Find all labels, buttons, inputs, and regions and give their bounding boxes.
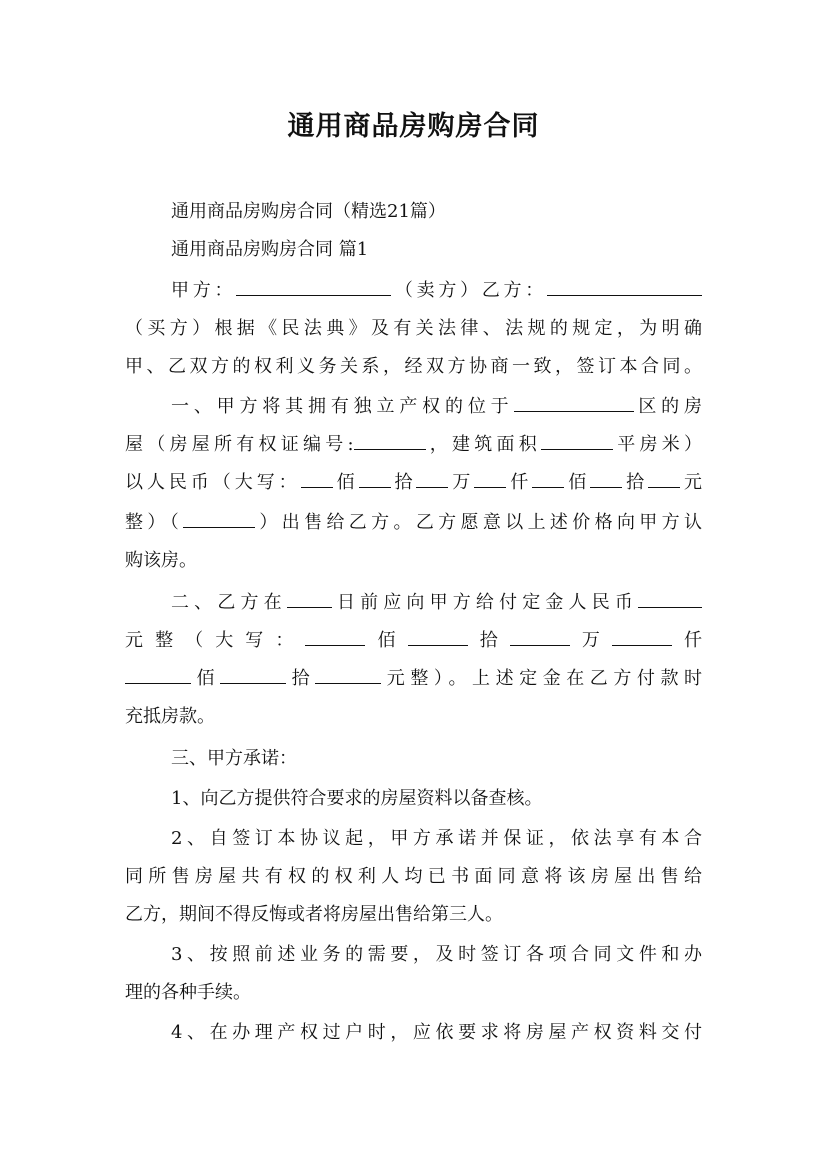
text-line: 同所售房屋共有权的权利人均已书面同意将该房屋出售给 — [125, 866, 702, 887]
clause-2-line — [125, 662, 702, 695]
clause-1-line — [125, 428, 702, 461]
unit-text: 仟 — [506, 472, 533, 493]
document-title: 通用商品房购房合同 — [287, 111, 540, 142]
clause-text: 元整（大写： — [125, 630, 306, 651]
blank-field[interactable] — [125, 665, 191, 684]
unit-text: 佰 — [332, 472, 359, 493]
clause-text: 区的房 — [633, 396, 702, 417]
unit-text: 万 — [569, 630, 612, 651]
unit-text: 佰 — [191, 668, 221, 689]
text-line: 理的各种手续。 — [125, 982, 251, 1003]
party-b-label: （卖方）乙方： — [391, 280, 548, 301]
unit-text: 元 — [680, 472, 703, 493]
unit-text: 佰 — [564, 472, 591, 493]
blank-field[interactable] — [547, 277, 702, 296]
clause-text: 平房米） — [613, 434, 702, 455]
blank-field[interactable] — [220, 665, 286, 684]
clause-text: 以人民币（大写： — [125, 472, 301, 493]
clause-text: 一、甲方将其拥有独立产权的位于 — [171, 396, 514, 417]
clause-3-item-1: 1、向乙方提供符合要求的房屋资料以备查核。 — [171, 788, 543, 809]
text-line: 乙方，期间不得反悔或者将房屋出售给第三人。 — [125, 904, 503, 925]
party-a-label: 甲方： — [171, 280, 237, 301]
blank-field[interactable] — [541, 431, 613, 450]
clause-2-line — [171, 586, 702, 619]
clause-3-item-2: 2、自签订本协议起，甲方承诺并保证，依法享有本合 — [171, 828, 702, 849]
unit-text: 拾 — [390, 472, 417, 493]
unit-text: 佰 — [365, 630, 408, 651]
blank-field[interactable] — [236, 277, 391, 296]
unit-text: 拾 — [622, 472, 649, 493]
clause-1-line — [125, 506, 702, 539]
blank-field[interactable] — [416, 469, 448, 488]
blank-field[interactable] — [301, 469, 333, 488]
blank-field[interactable] — [638, 589, 702, 608]
blank-field[interactable] — [532, 469, 564, 488]
blank-field[interactable] — [612, 627, 672, 646]
section-heading: 通用商品房购房合同 篇1 — [171, 239, 369, 260]
unit-text: 仟 — [671, 630, 703, 651]
clause-2-line — [125, 624, 702, 657]
blank-field[interactable] — [474, 469, 506, 488]
blank-field[interactable] — [648, 469, 680, 488]
party-line — [171, 274, 702, 307]
clause-text: 元整）。上述定金在乙方付款时 — [381, 668, 703, 689]
clause-text: 日前应向甲方给付定金人民币 — [331, 592, 639, 613]
blank-field[interactable] — [359, 469, 391, 488]
clause-text: 屋（房屋所有权证编号: — [125, 434, 354, 455]
blank-field[interactable] — [315, 665, 381, 684]
clause-3-item-3: 3、按照前述业务的需要，及时签订各项合同文件和办 — [171, 944, 702, 965]
text-line: 充抵房款。 — [125, 706, 215, 727]
blank-field[interactable] — [305, 627, 365, 646]
clause-text: 二、乙方在 — [171, 592, 287, 613]
clause-3-item-4: 4、在办理产权过户时，应依要求将房屋产权资料交付 — [171, 1022, 702, 1043]
text-line: 甲、乙双方的权利义务关系，经双方协商一致，签订本合同。 — [125, 356, 702, 377]
blank-field[interactable] — [510, 627, 570, 646]
clause-1-line — [171, 390, 702, 423]
clause-text: ）出售给乙方。乙方愿意以上述价格向甲方认 — [255, 512, 703, 533]
unit-text: 万 — [448, 472, 475, 493]
blank-field[interactable] — [408, 627, 468, 646]
clause-1-line — [125, 466, 702, 499]
blank-field[interactable] — [354, 431, 426, 450]
unit-text: 拾 — [286, 668, 316, 689]
clause-text: ，建筑面积 — [425, 434, 542, 455]
blank-field[interactable] — [590, 469, 622, 488]
blank-field[interactable] — [287, 589, 332, 608]
text-line: （买方）根据《民法典》及有关法律、法规的规定，为明确 — [125, 318, 702, 339]
text-line: 购该房。 — [125, 550, 197, 571]
clause-text: 整）（ — [125, 512, 184, 533]
unit-text: 拾 — [467, 630, 510, 651]
blank-field[interactable] — [514, 393, 634, 412]
subtitle: 通用商品房购房合同（精选21篇） — [171, 201, 446, 222]
clause-3-heading: 三、甲方承诺： — [171, 748, 297, 769]
blank-field[interactable] — [183, 509, 255, 528]
